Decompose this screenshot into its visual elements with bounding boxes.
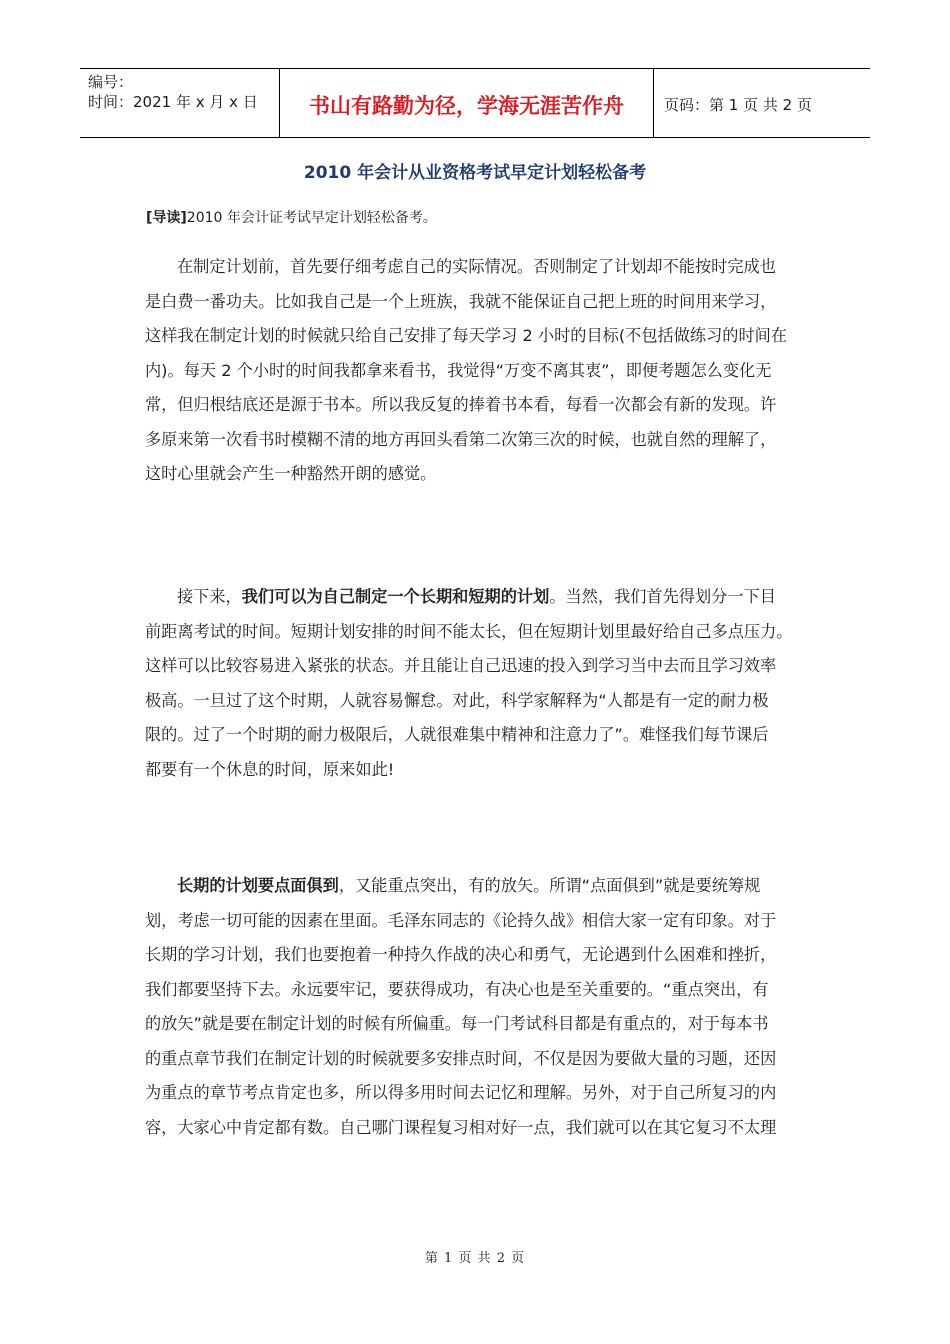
paragraph-line: 常，但归根结底还是源于书本。所以我反复的捧着书本看，每看一次都会有新的发现。许 xyxy=(145,395,777,414)
paragraph-line: 我们都要坚持下去。永远要牢记，要获得成功，有决心也是至关重要的。“重点突出，有 xyxy=(145,979,769,999)
tail-text: 。当然，我们首先得划分一下目 xyxy=(549,587,776,606)
header-meta xyxy=(80,69,280,137)
paragraph-line: 的放矢”就是要在制定计划的时候有所偏重。每一门考试科目都是有重点的，对于每本书 xyxy=(145,1014,769,1033)
paragraph-line: 这样我在制定计划的时候就只给自己安排了每天学习 2 小时的目标(不包括做练习的时间在 xyxy=(145,326,788,345)
bold-emphasis: 长期的计划要点面俱到 xyxy=(177,876,339,895)
paragraph-line xyxy=(145,869,815,904)
paragraph-3 xyxy=(145,869,815,1145)
intro-tag: [导读] xyxy=(146,210,187,226)
paragraph-line: 都要有一个休息的时间，原来如此! xyxy=(145,759,395,779)
date-label: 时间：2021 年 x 月 x 日 xyxy=(88,93,258,111)
paragraph-line: 在制定计划前，首先要仔细考虑自己的实际情况。否则制定了计划却不能按时完成也 xyxy=(177,257,776,276)
paragraph-line: 划，考虑一切可能的因素在里面。毛泽东同志的《论持久战》相信大家一定有印象。对于 xyxy=(145,910,777,930)
paragraph-line: 限的。过了一个时期的耐力极限后，人就很难集中精神和注意力了”。难怪我们每节课后 xyxy=(145,725,769,744)
paragraph-line: 容，大家心中肯定都有数。自己哪门课程复习相对好一点，我们就可以在其它复习不太理 xyxy=(145,1117,777,1137)
bold-emphasis: 我们可以为自己制定一个长期和短期的计划 xyxy=(241,587,550,606)
paragraph-line: 多原来第一次看书时模糊不清的地方再回头看第二次第三次的时候，也就自然的理解了， xyxy=(145,429,777,449)
tail-text: ，又能重点突出，有的放矢。所谓“点面俱到”就是要统筹规 xyxy=(338,876,761,895)
number-label: 编号： xyxy=(88,73,134,91)
intro-text: 2010 年会计证考试早定计划轻松备考。 xyxy=(186,210,437,226)
paragraph-line: 是白费一番功夫。比如我自己是一个上班族，我就不能保证自己把上班的时间用来学习， xyxy=(145,291,777,311)
lead-text: 接下来， xyxy=(177,587,242,606)
paragraph-line: 前距离考试的时间。短期计划安排的时间不能太长，但在短期计划里最好给自己多点压力。 xyxy=(145,621,793,641)
paragraph-line: 的重点章节我们在制定计划的时候就要多安排点时间，不仅是因为要做大量的习题，还因 xyxy=(145,1048,777,1068)
document-title: 2010 年会计从业资格考试早定计划轻松备考 xyxy=(303,163,647,183)
document-header xyxy=(80,68,870,138)
paragraph-line: 内)。每天 2 个小时的时间我都拿来看书，我觉得“万变不离其衷”，即便考题怎么变化无 xyxy=(145,360,772,380)
paragraph-line: 这时心里就会产生一种豁然开朗的感觉。 xyxy=(145,464,437,483)
paragraph-line: 极高。一旦过了这个时期，人就容易懈怠。对此，科学家解释为“人都是有一定的耐力极 xyxy=(145,690,769,710)
paragraph-2 xyxy=(145,580,815,787)
intro-line xyxy=(146,207,437,227)
page-footer: 第 1 页 共 2 页 xyxy=(424,1251,526,1266)
header-page-info: 页码：第 1 页 共 2 页 xyxy=(664,95,812,114)
paragraph-line: 长期的学习计划，我们也要抱着一种持久作战的决心和勇气，无论遇到什么困难和挫折， xyxy=(145,945,777,964)
paragraph-line: 这样可以比较容易进入紧张的状态。并且能让自己迅速的投入到学习当中去而且学习效率 xyxy=(145,656,777,675)
paragraph-line xyxy=(145,580,815,615)
header-motto: 书山有路勤为径，学海无涯苦作舟 xyxy=(280,69,654,137)
paragraph-1 xyxy=(145,250,815,492)
paragraph-line: 为重点的章节考点肯定也多，所以得多用时间去记忆和理解。另外，对于自己所复习的内 xyxy=(145,1083,777,1102)
